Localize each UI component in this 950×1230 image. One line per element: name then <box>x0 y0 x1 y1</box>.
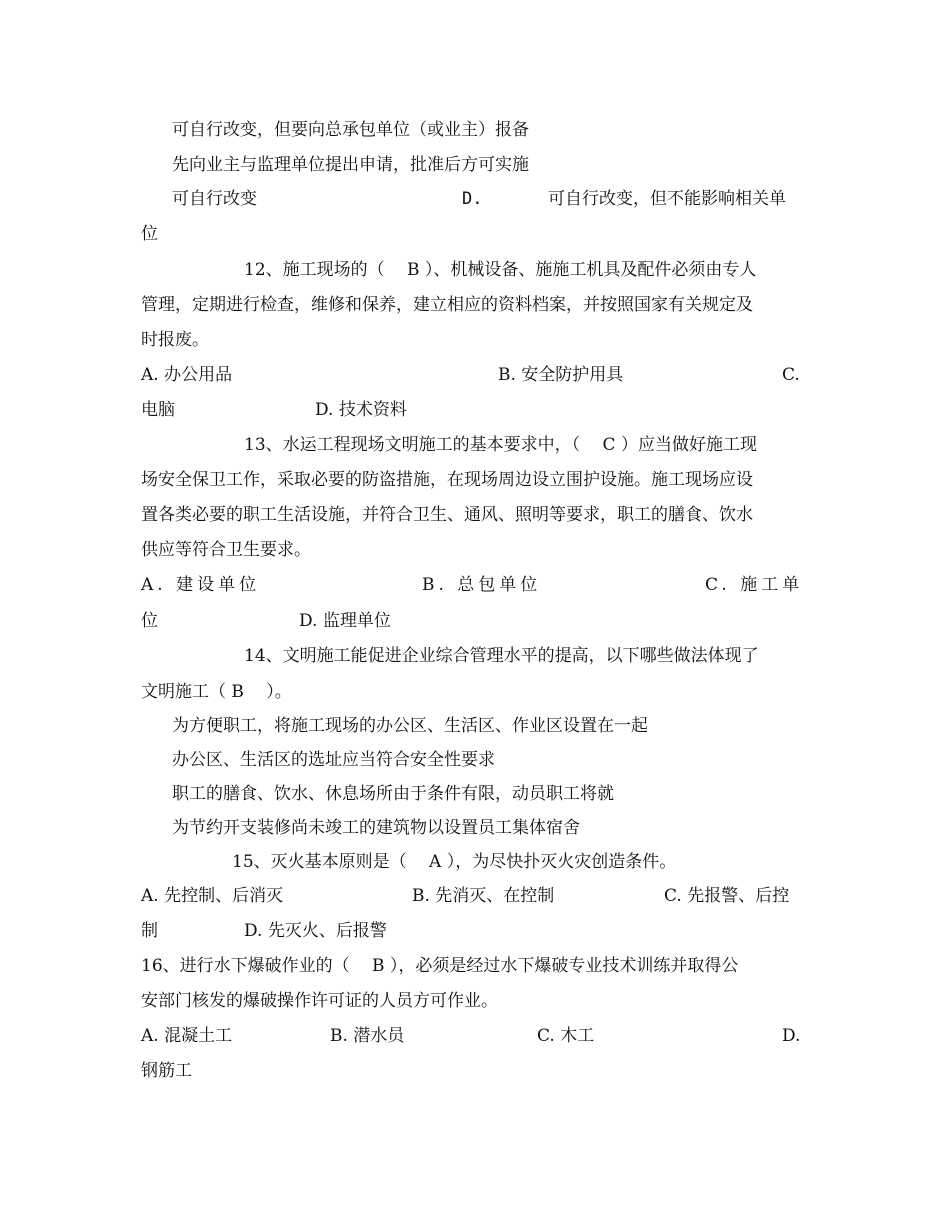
q12-option-c-label: C. <box>782 365 800 385</box>
q13-line-3: 置各类必要的职工生活设施，并符合卫生、通风、照明等要求，职工的膳食、饮水 <box>141 505 753 525</box>
q13-line-2: 场安全保卫工作，采取必要的防盗措施，在现场周边设立围护设施。施工现场应设 <box>141 470 753 490</box>
q16-option-c: C. 木工 <box>537 1026 595 1046</box>
q16-option-d-text: 钢筋工 <box>141 1061 192 1081</box>
q16-line-1: 16、进行水下爆破作业的（ B ），必须是经过水下爆破专业技术训练并取得公 <box>141 956 739 976</box>
q15-option-d: D. 先灭火、后报警 <box>244 921 387 941</box>
q12-option-c-text: 电脑 <box>141 400 175 420</box>
q13-option-d: D. 监理单位 <box>299 611 391 631</box>
q15-option-a: A. 先控制、后消灭 <box>141 886 284 906</box>
q15-line-1: 15、灭火基本原则是（ A ），为尽快扑灭火灾创造条件。 <box>232 852 677 872</box>
q11-option-b: 可自行改变，但要向总承包单位（或业主）报备 <box>172 120 529 140</box>
q12-line-3: 时报废。 <box>141 330 209 350</box>
q13-line-4: 供应等符合卫生要求。 <box>141 540 311 560</box>
q16-option-a: A. 混凝土工 <box>141 1026 233 1046</box>
q11-option-d-prefix: 可自行改变 <box>172 189 257 209</box>
q15-option-c-wrap: 制 <box>141 921 158 941</box>
q11-option-c: 先向业主与监理单位提出申请，批准后方可实施 <box>172 155 529 175</box>
q12-option-b: B. 安全防护用具 <box>498 365 624 385</box>
q12-option-d: D. 技术资料 <box>315 400 407 420</box>
q11-option-d-wrap: 位 <box>141 224 158 244</box>
q12-line-2: 管理，定期进行检查，维修和保养，建立相应的资料档案，并按照国家有关规定及 <box>141 295 753 315</box>
q14-option-b: 办公区、生活区的选址应当符合安全性要求 <box>172 750 495 770</box>
q12-line-1: 12、施工现场的（ B ）、机械设备、施施工机具及配件必须由专人 <box>244 260 757 280</box>
q15-option-c: C. 先报警、后控 <box>664 886 790 906</box>
q14-line-2: 文明施工（ B ）。 <box>141 682 292 702</box>
q14-line-1: 14、文明施工能促进企业综合管理水平的提高，以下哪些做法体现了 <box>244 646 759 666</box>
q14-option-c: 职工的膳食、饮水、休息场所由于条件有限，动员职工将就 <box>172 784 614 804</box>
q13-option-a: A. 建设单位 <box>141 575 261 595</box>
q12-option-a: A. 办公用品 <box>141 365 233 385</box>
q13-option-c: C. 施工单 <box>705 575 804 595</box>
q11-option-d-text: 可自行改变，但不能影响相关单 <box>548 189 786 209</box>
q13-line-1: 13、水运工程现场文明施工的基本要求中，（ C ）应当做好施工现 <box>244 435 757 455</box>
q14-option-a: 为方便职工，将施工现场的办公区、生活区、作业区设置在一起 <box>172 716 648 736</box>
q14-option-d: 为节约开支装修尚未竣工的建筑物以设置员工集体宿舍 <box>172 818 580 838</box>
q16-line-2: 安部门核发的爆破操作许可证的人员方可作业。 <box>141 991 498 1011</box>
q15-option-b: B. 先消灭、在控制 <box>412 886 555 906</box>
q16-option-b: B. 潜水员 <box>330 1026 405 1046</box>
q16-option-d-label: D. <box>782 1026 801 1046</box>
q11-option-d-label: D. <box>462 189 483 209</box>
q13-option-b: B. 总包单位 <box>422 575 542 595</box>
q13-option-c-wrap: 位 <box>141 611 158 631</box>
